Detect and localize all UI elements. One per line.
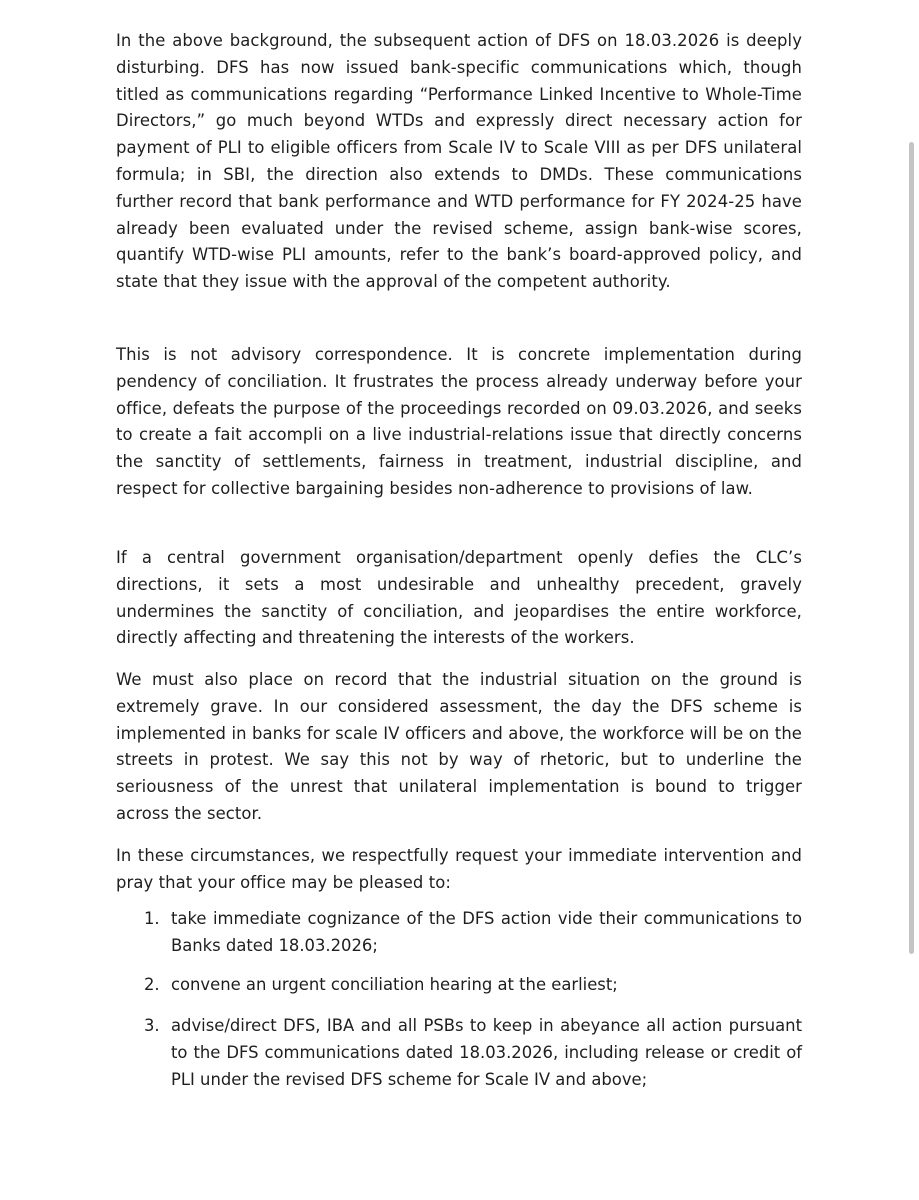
list-number: 3. — [144, 1016, 160, 1035]
paragraph-industrial-situation: We must also place on record that the industrial situation on the ground is extremely grave. In our considered assessment, the day the DFS scheme is implemented in banks for scale IV officers and above, the workforce will be on the streets in protest. We say this not by way of rhetoric, but to underline the seriousness of the unrest that unilateral implementation is bound to trigger across the sector. — [116, 670, 802, 823]
paragraph-dfs-action: In the above background, the subsequent action of DFS on 18.03.2026 is deeply disturbing. DFS has now issued bank-specific communications which, though titled as communications regarding “Performance Linked Incentive to Whole-Time Directors,” go much beyond WTDs and expressly direct necessary action for payment of PLI to eligible officers from Scale IV to Scale VIII as per DFS unilateral formula; in SBI, the direction also extends to DMDs. These communications further record that bank performance and WTD performance for FY 2024-25 have already been evaluated under the revised scheme, assign bank-wise scores, quantify WTD-wise PLI amounts, refer to the bank’s board-approved policy, and state that they issue with the approval of the competent authority. — [116, 31, 802, 292]
paragraph-request-intervention: In these circumstances, we respectfully request your immediate intervention and pray that your office may be pleased to: — [116, 846, 802, 892]
paragraph-not-advisory: This is not advisory correspondence. It is concrete implementation during pendency of conciliation. It frustrates the process already underway before your office, defeats the purpose of the proceedings recorded on 09.03.2026, and seeks to create a fait accompli on a live industrial-relations issue that directly concerns the sanctity of settlements, fairness in treatment, industrial discipline, and respect for collective bargaining besides non-adherence to provisions of law. — [116, 345, 802, 498]
list-number: 2. — [144, 975, 160, 994]
list-text: advise/direct DFS, IBA and all PSBs to keep in abeyance all action pursuant to the DFS communications dated 18.03.2026, including release or credit of PLI under the revised DFS scheme for Scale IV and above; — [171, 1016, 802, 1089]
list-text: take immediate cognizance of the DFS action vide their communications to Banks dated 18.03.2026; — [171, 909, 802, 955]
document-page — [116, 0, 802, 1200]
list-number: 1. — [144, 909, 160, 928]
scrollbar-thumb[interactable] — [909, 142, 914, 954]
list-text: convene an urgent conciliation hearing at the earliest; — [171, 975, 618, 994]
vertical-scrollbar[interactable] — [905, 0, 919, 1200]
paragraph-defies-directions: If a central government organisation/department openly defies the CLC’s directions, it sets a most undesirable and unhealthy precedent, gravely undermines the sanctity of conciliation, and jeopardises the entire workforce, directly affecting and threatening the interests of the workers. — [116, 548, 802, 648]
